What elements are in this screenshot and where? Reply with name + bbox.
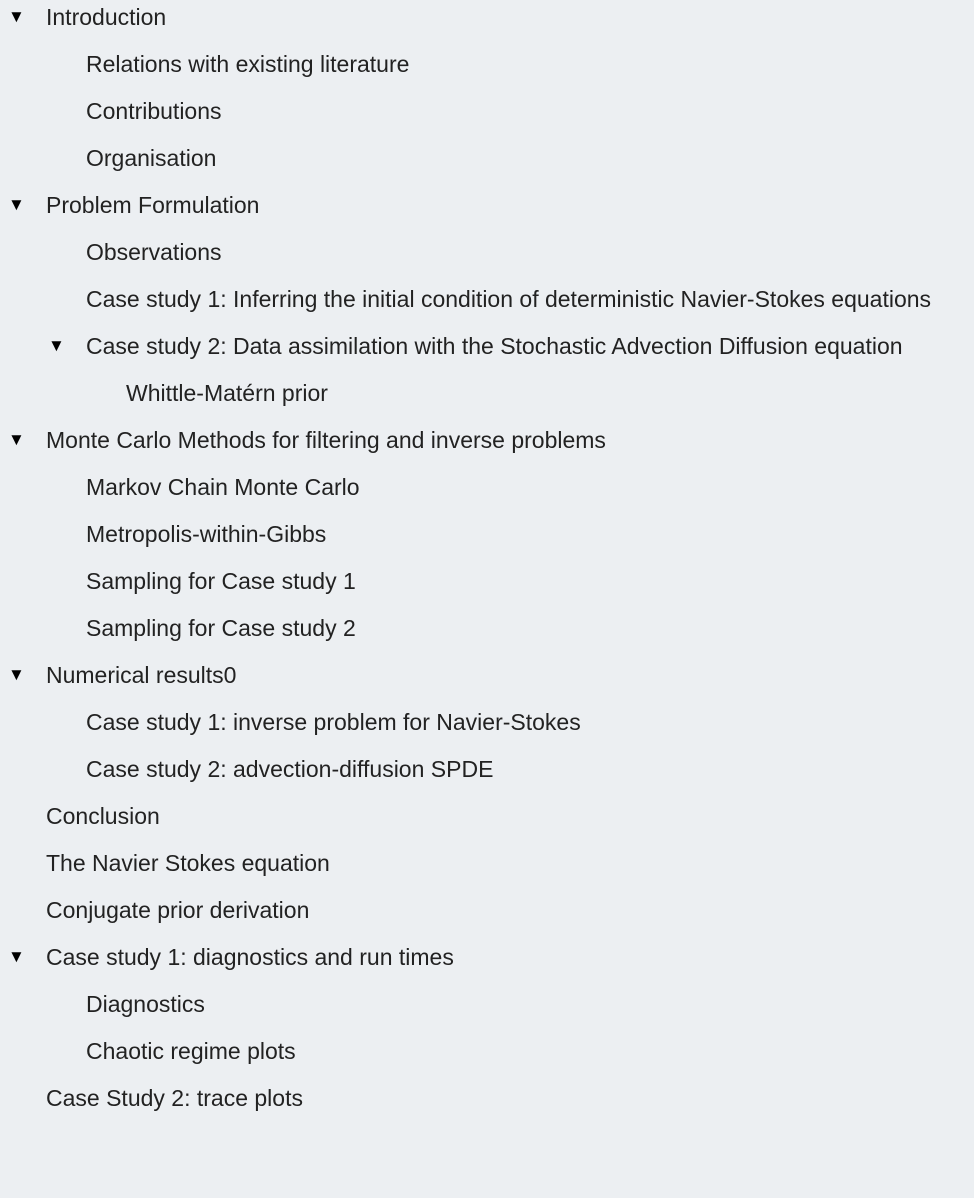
expand-triangle-icon[interactable]: ▼ — [8, 947, 25, 966]
toc-item-label[interactable]: Observations — [86, 239, 222, 265]
toc-item[interactable] — [0, 331, 974, 361]
toc-item[interactable] — [0, 613, 974, 643]
toc-item-label[interactable]: The Navier Stokes equation — [46, 850, 330, 876]
toc-item[interactable] — [0, 801, 974, 831]
toc-item-label[interactable]: Markov Chain Monte Carlo — [86, 474, 360, 500]
toc-item[interactable] — [0, 378, 974, 408]
expand-triangle-icon[interactable]: ▼ — [8, 195, 25, 214]
toc-item-label[interactable]: Case study 1: inverse problem for Navier-Stokes — [86, 709, 581, 735]
toc-item-label[interactable]: Case Study 2: trace plots — [46, 1085, 303, 1111]
toc-item[interactable] — [0, 895, 974, 925]
toc-item[interactable] — [0, 754, 974, 784]
toc-item-label[interactable]: Conclusion — [46, 803, 160, 829]
toc-item-label[interactable]: Case study 2: advection-diffusion SPDE — [86, 756, 494, 782]
toc-item-label[interactable]: Chaotic regime plots — [86, 1038, 296, 1064]
toc-item-label[interactable]: Sampling for Case study 1 — [86, 568, 356, 594]
toc-item-label[interactable]: Conjugate prior derivation — [46, 897, 310, 923]
toc-item[interactable] — [0, 660, 974, 690]
toc-item[interactable] — [0, 848, 974, 878]
toc-item[interactable] — [0, 1083, 974, 1113]
toc-item[interactable] — [0, 143, 974, 173]
toc-item[interactable] — [0, 942, 974, 972]
toc-item[interactable] — [0, 472, 974, 502]
toc-item[interactable] — [0, 519, 974, 549]
toc-item[interactable] — [0, 237, 974, 267]
toc-item-label[interactable]: Contributions — [86, 98, 222, 124]
toc-item[interactable] — [0, 707, 974, 737]
toc-item-label[interactable]: Organisation — [86, 145, 217, 171]
toc-item[interactable] — [0, 96, 974, 126]
expand-triangle-icon[interactable]: ▼ — [8, 665, 25, 684]
toc-item-label[interactable]: Sampling for Case study 2 — [86, 615, 356, 641]
toc-item-label[interactable]: Case study 1: Inferring the initial condition of deterministic Navier-Stokes equations — [86, 286, 932, 312]
toc-item[interactable] — [0, 989, 974, 1019]
toc-item-label[interactable]: Case study 1: diagnostics and run times — [46, 944, 454, 970]
toc-item-label[interactable]: Diagnostics — [86, 991, 205, 1017]
toc-item[interactable] — [0, 425, 974, 455]
toc-item-label[interactable]: Relations with existing literature — [86, 51, 410, 77]
toc-item-label[interactable]: Whittle-Matérn prior — [126, 380, 328, 406]
toc-item-label[interactable]: Case study 2: Data assimilation with the Stochastic Advection Diffusion equation — [86, 333, 903, 359]
toc-item-label[interactable]: Monte Carlo Methods for filtering and inverse problems — [46, 427, 606, 453]
toc-item[interactable] — [0, 284, 974, 314]
toc-item[interactable] — [0, 190, 974, 220]
toc-item[interactable] — [0, 566, 974, 596]
toc-item-label[interactable]: Numerical results0 — [46, 662, 237, 688]
toc-item-label[interactable]: Problem Formulation — [46, 192, 260, 218]
toc-item-label[interactable]: Introduction — [46, 4, 167, 30]
toc-item[interactable] — [0, 2, 974, 32]
toc-item-label[interactable]: Metropolis-within-Gibbs — [86, 521, 327, 547]
expand-triangle-icon[interactable]: ▼ — [8, 430, 25, 449]
toc-item[interactable] — [0, 1036, 974, 1066]
expand-triangle-icon[interactable]: ▼ — [48, 336, 65, 355]
expand-triangle-icon[interactable]: ▼ — [8, 7, 25, 26]
toc-item[interactable] — [0, 49, 974, 79]
